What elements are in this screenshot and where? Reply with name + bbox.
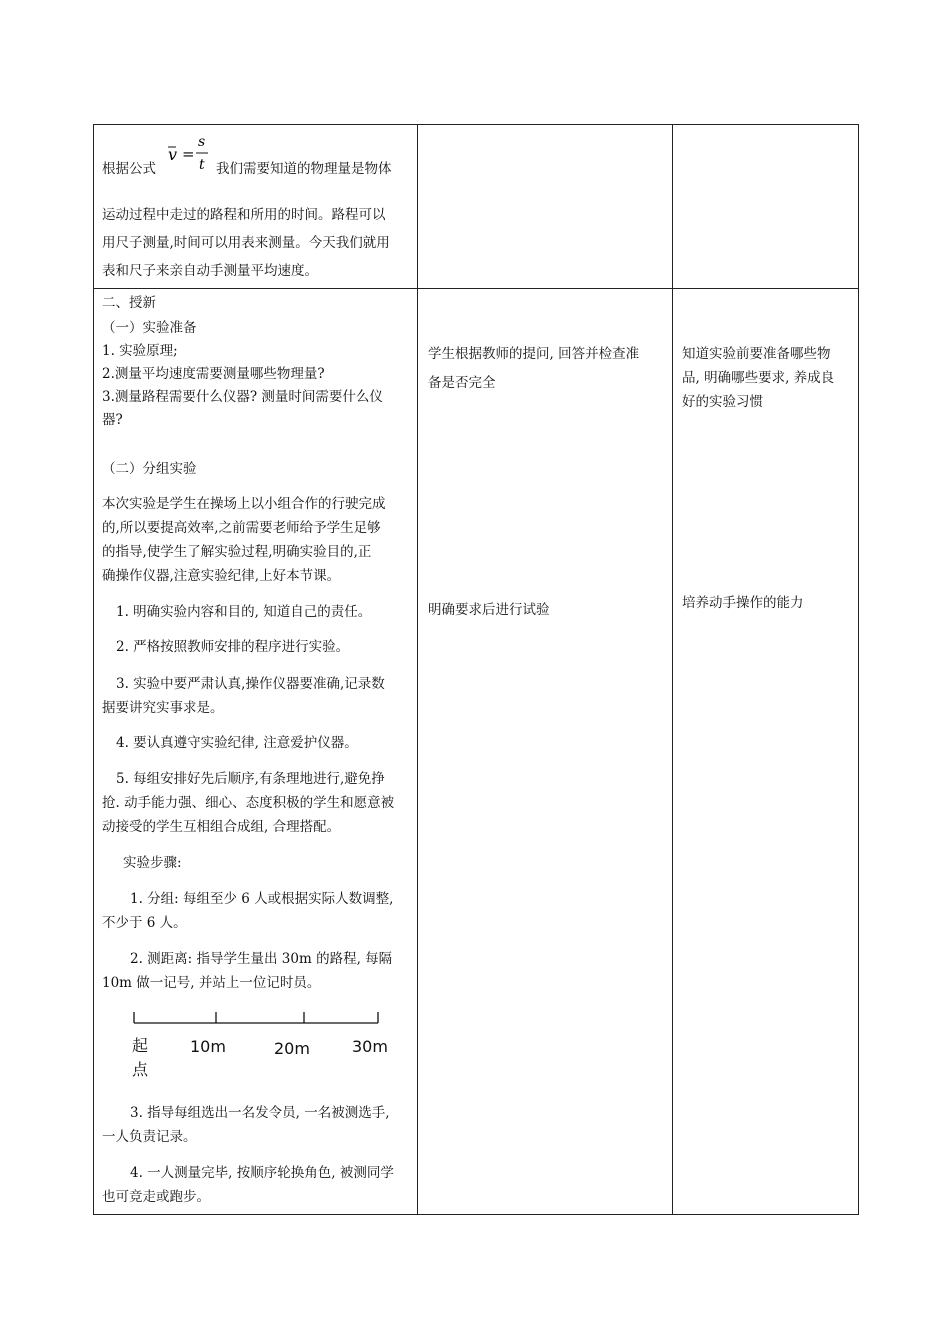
ruler-start-label: 起 [132,1036,149,1055]
design-intent-text: 培养动手操作的能力 [682,595,804,611]
step-item: 3. 指导每组选出一名发令员, 一名被测选手, [130,1105,390,1121]
design-intent-text: 知道实验前要准备哪些物 [682,346,831,362]
step-item: 不少于 6 人。 [102,915,187,931]
requirement-item: 动接受的学生互相组合成组, 合理搭配。 [102,819,341,835]
design-intent-text: 品, 明确哪些要求, 养成良 [682,370,835,386]
row2-col3-cell [673,289,859,1215]
requirement-item: 3. 实验中要严肃认真,操作仪器要准确,记录数 [116,676,385,692]
formula-denominator: t [199,157,205,173]
step-item: 一人负责记录。 [102,1129,197,1145]
ruler-mark-label: 20m [274,1039,310,1058]
ruler-mark-label: 10m [190,1037,226,1056]
lesson-plan-table [93,124,859,1215]
prep-item: 2.测量平均速度需要测量哪些物理量? [102,366,325,382]
section-heading: 二、授新 [102,295,156,311]
requirement-item: 1. 明确实验内容和目的, 知道自己的责任。 [116,604,372,620]
ruler-start-label: 点 [132,1060,149,1079]
step-item: 1. 分组: 每组至少 6 人或根据实际人数调整, [130,891,394,907]
prep-item: 3.测量路程需要什么仪器? 测量时间需要什么仪 [102,389,383,405]
student-activity-text: 学生根据教师的提问, 回答并检查准 [428,346,640,362]
requirement-item: 2. 严格按照教师安排的程序进行实验。 [116,639,350,655]
svg-text:=: = [182,145,195,163]
intro-line: 的指导,使学生了解实验过程,明确实验目的,正 [102,544,372,560]
paragraph-line: 表和尺子来亲自动手测量平均速度。 [102,263,318,279]
requirement-item: 据要讲究实事求是。 [102,700,224,716]
formula-lhs: v [168,145,178,164]
formula-prefix-text: 根据公式 [102,161,156,177]
prep-item: 器? [102,412,123,428]
row2-col2-cell [418,289,673,1215]
table-row [94,289,859,1215]
intro-line: 确操作仪器,注意实验纪律,上好本节课。 [102,568,341,584]
prep-item: 1. 实验原理; [102,343,178,359]
step-item: 10m 做一记号, 并站上一位记时员。 [102,975,321,991]
step-item: 4. 一人测量完毕, 按顺序轮换角色, 被测同学 [130,1165,394,1181]
distance-ruler-diagram [132,1009,402,1099]
paragraph-line: 运动过程中走过的路程和所用的时间。路程可以 [102,207,386,223]
step-item: 也可竞走或跑步。 [102,1189,210,1205]
requirement-item: 4. 要认真遵守实验纪律, 注意爱护仪器。 [116,735,358,751]
row1-col1-cell [94,125,418,289]
design-intent-text: 好的实验习惯 [682,394,763,410]
requirement-item: 抢. 动手能力强、细心、态度积极的学生和愿意被 [102,795,395,811]
steps-title: 实验步骤: [123,855,182,871]
student-activity-text: 明确要求后进行试验 [428,602,550,618]
paragraph-line: 用尺子测量,时间可以用表来测量。今天我们就用 [102,235,390,251]
requirement-item: 5. 每组安排好先后顺序,有条理地进行,避免挣 [116,771,385,787]
table-row [94,125,859,289]
formula-numerator: s [198,134,206,150]
ruler-mark-label: 30m [352,1037,388,1056]
subsection-heading: （二）分组实验 [102,461,197,477]
intro-line: 本次实验是学生在操场上以小组合作的行驶完成 [102,496,386,512]
row2-col1-cell [94,289,418,1215]
row1-col2-cell [418,125,673,289]
intro-line: 的,所以要提高效率,之前需要老师给予学生足够 [102,520,381,536]
subsection-heading: （一）实验准备 [102,320,197,336]
student-activity-text: 备是否完全 [428,375,496,391]
row1-col3-cell [673,125,859,289]
average-speed-formula [164,131,224,181]
formula-suffix-text: 我们需要知道的物理量是物体 [216,161,392,177]
step-item: 2. 测距离: 指导学生量出 30m 的路程, 每隔 [130,951,393,967]
